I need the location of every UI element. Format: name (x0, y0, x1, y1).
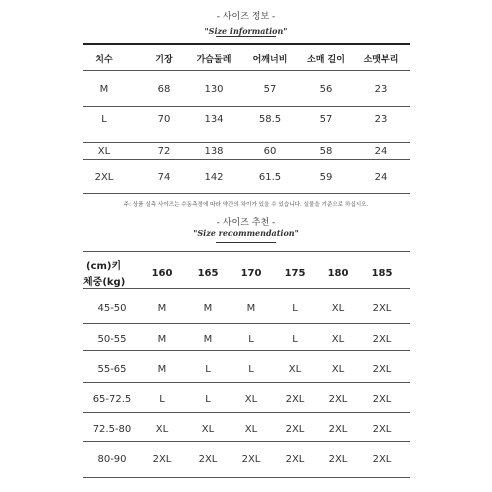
size-info-top-rule (83, 43, 410, 45)
recommended-size-cell: L (159, 394, 165, 405)
recommended-size-cell: XL (244, 424, 258, 435)
size-info-header: 소매 길이 (307, 55, 345, 65)
recommended-size-cell: 2XL (372, 394, 392, 405)
measurement-cell: 70 (157, 114, 171, 125)
recommended-size-cell: L (205, 364, 211, 375)
size-info-title: - 사이즈 정보 - (216, 12, 276, 22)
size-info-row-rule (83, 159, 410, 160)
recommended-size-cell: XL (331, 364, 345, 375)
weight-range-cell: 50-55 (97, 334, 127, 345)
weight-range-cell: 80-90 (97, 454, 127, 465)
measurement-cell: 72 (157, 146, 171, 157)
size-rec-bottom-rule (83, 477, 410, 478)
corner-weight-label: 체중(kg) (83, 277, 126, 288)
recommended-size-cell: 2XL (285, 424, 305, 435)
measurement-cell: 57 (263, 84, 277, 95)
recommended-size-cell: 2XL (285, 454, 305, 465)
measurement-cell: 60 (263, 146, 277, 157)
size-info-row-rule (83, 106, 410, 107)
measurement-cell: 58.5 (258, 114, 282, 125)
size-rec-row-rule (83, 323, 410, 324)
measurement-cell: 23 (374, 84, 388, 95)
height-header: 185 (371, 268, 393, 279)
size-info-bottom-rule (83, 193, 410, 194)
size-info-header: 소맷부리 (363, 55, 399, 65)
recommended-size-cell: 2XL (372, 303, 392, 314)
recommended-size-cell: L (248, 364, 254, 375)
size-info-header: 기장 (155, 55, 173, 65)
measurement-cell: 24 (374, 146, 388, 157)
size-rec-row-rule (83, 382, 410, 383)
recommended-size-cell: 2XL (372, 454, 392, 465)
recommended-size-cell: M (203, 303, 213, 314)
size-rec-row-rule (83, 350, 410, 351)
measurement-cell: 24 (374, 172, 388, 183)
height-header: 170 (240, 268, 262, 279)
measurement-cell: 134 (204, 114, 224, 125)
measurement-cell: 61.5 (258, 172, 282, 183)
weight-range-cell: 55-65 (97, 364, 127, 375)
recommended-size-cell: L (248, 334, 254, 345)
size-info-header: 가슴둘레 (196, 55, 232, 65)
recommended-size-cell: 2XL (328, 394, 348, 405)
recommended-size-cell: 2XL (198, 454, 218, 465)
recommended-size-cell: 2XL (152, 454, 172, 465)
size-rec-title: - 사이즈 추천 - (216, 218, 276, 228)
recommended-size-cell: 2XL (372, 424, 392, 435)
recommended-size-cell: 2XL (372, 334, 392, 345)
weight-range-cell: 65-72.5 (92, 394, 132, 405)
size-info-header-rule (83, 70, 410, 71)
recommended-size-cell: 2XL (241, 454, 261, 465)
weight-range-cell: 45-50 (97, 303, 127, 314)
measurement-cell: 142 (204, 172, 224, 183)
weight-range-cell: 72.5-80 (92, 424, 132, 435)
size-rec-top-rule (83, 251, 410, 252)
recommended-size-cell: M (157, 364, 167, 375)
recommended-size-cell: 2XL (328, 454, 348, 465)
recommended-size-cell: XL (288, 364, 302, 375)
size-info-row-rule (83, 142, 410, 143)
recommended-size-cell: M (157, 303, 167, 314)
height-header: 180 (327, 268, 349, 279)
recommended-size-cell: M (246, 303, 256, 314)
size-info-header: 어깨너비 (252, 55, 288, 65)
recommended-size-cell: M (157, 334, 167, 345)
measurement-note: 주: 상품 실측 사이즈는 수동측정에 따라 약간의 차이가 있을 수 있습니다. 실물을 기준으로 하십시오. (123, 202, 369, 208)
measurement-cell: 59 (319, 172, 333, 183)
size-rec-subtitle: "Size recommendation" (193, 228, 299, 238)
recommended-size-cell: XL (244, 394, 258, 405)
recommended-size-cell: 2XL (328, 424, 348, 435)
measurement-cell: 74 (157, 172, 171, 183)
recommended-size-cell: XL (201, 424, 215, 435)
size-label-cell: XL (97, 146, 111, 157)
recommended-size-cell: L (292, 334, 298, 345)
size-label-cell: M (99, 84, 109, 95)
height-header: 175 (284, 268, 306, 279)
size-info-header: 치수 (95, 55, 113, 65)
measurement-cell: 138 (204, 146, 224, 157)
height-header: 160 (151, 268, 173, 279)
recommended-size-cell: XL (331, 303, 345, 314)
measurement-cell: 68 (157, 84, 171, 95)
recommended-size-cell: XL (155, 424, 169, 435)
recommended-size-cell: L (292, 303, 298, 314)
measurement-cell: 130 (204, 84, 224, 95)
size-label-cell: 2XL (94, 172, 114, 183)
recommended-size-cell: L (205, 394, 211, 405)
size-rec-row-rule (83, 412, 410, 413)
size-label-cell: L (101, 114, 107, 125)
recommended-size-cell: XL (331, 334, 345, 345)
measurement-cell: 56 (319, 84, 333, 95)
size-rec-header-rule (83, 288, 410, 289)
size-rec-row-rule (83, 441, 410, 442)
recommended-size-cell: M (203, 334, 213, 345)
height-header: 165 (197, 268, 219, 279)
recommended-size-cell: 2XL (285, 394, 305, 405)
measurement-cell: 57 (319, 114, 333, 125)
size-info-subtitle: "Size information" (204, 26, 288, 36)
corner-height-label: (cm)키 (86, 261, 122, 272)
recommended-size-cell: 2XL (372, 364, 392, 375)
measurement-cell: 58 (319, 146, 333, 157)
measurement-cell: 23 (374, 114, 388, 125)
